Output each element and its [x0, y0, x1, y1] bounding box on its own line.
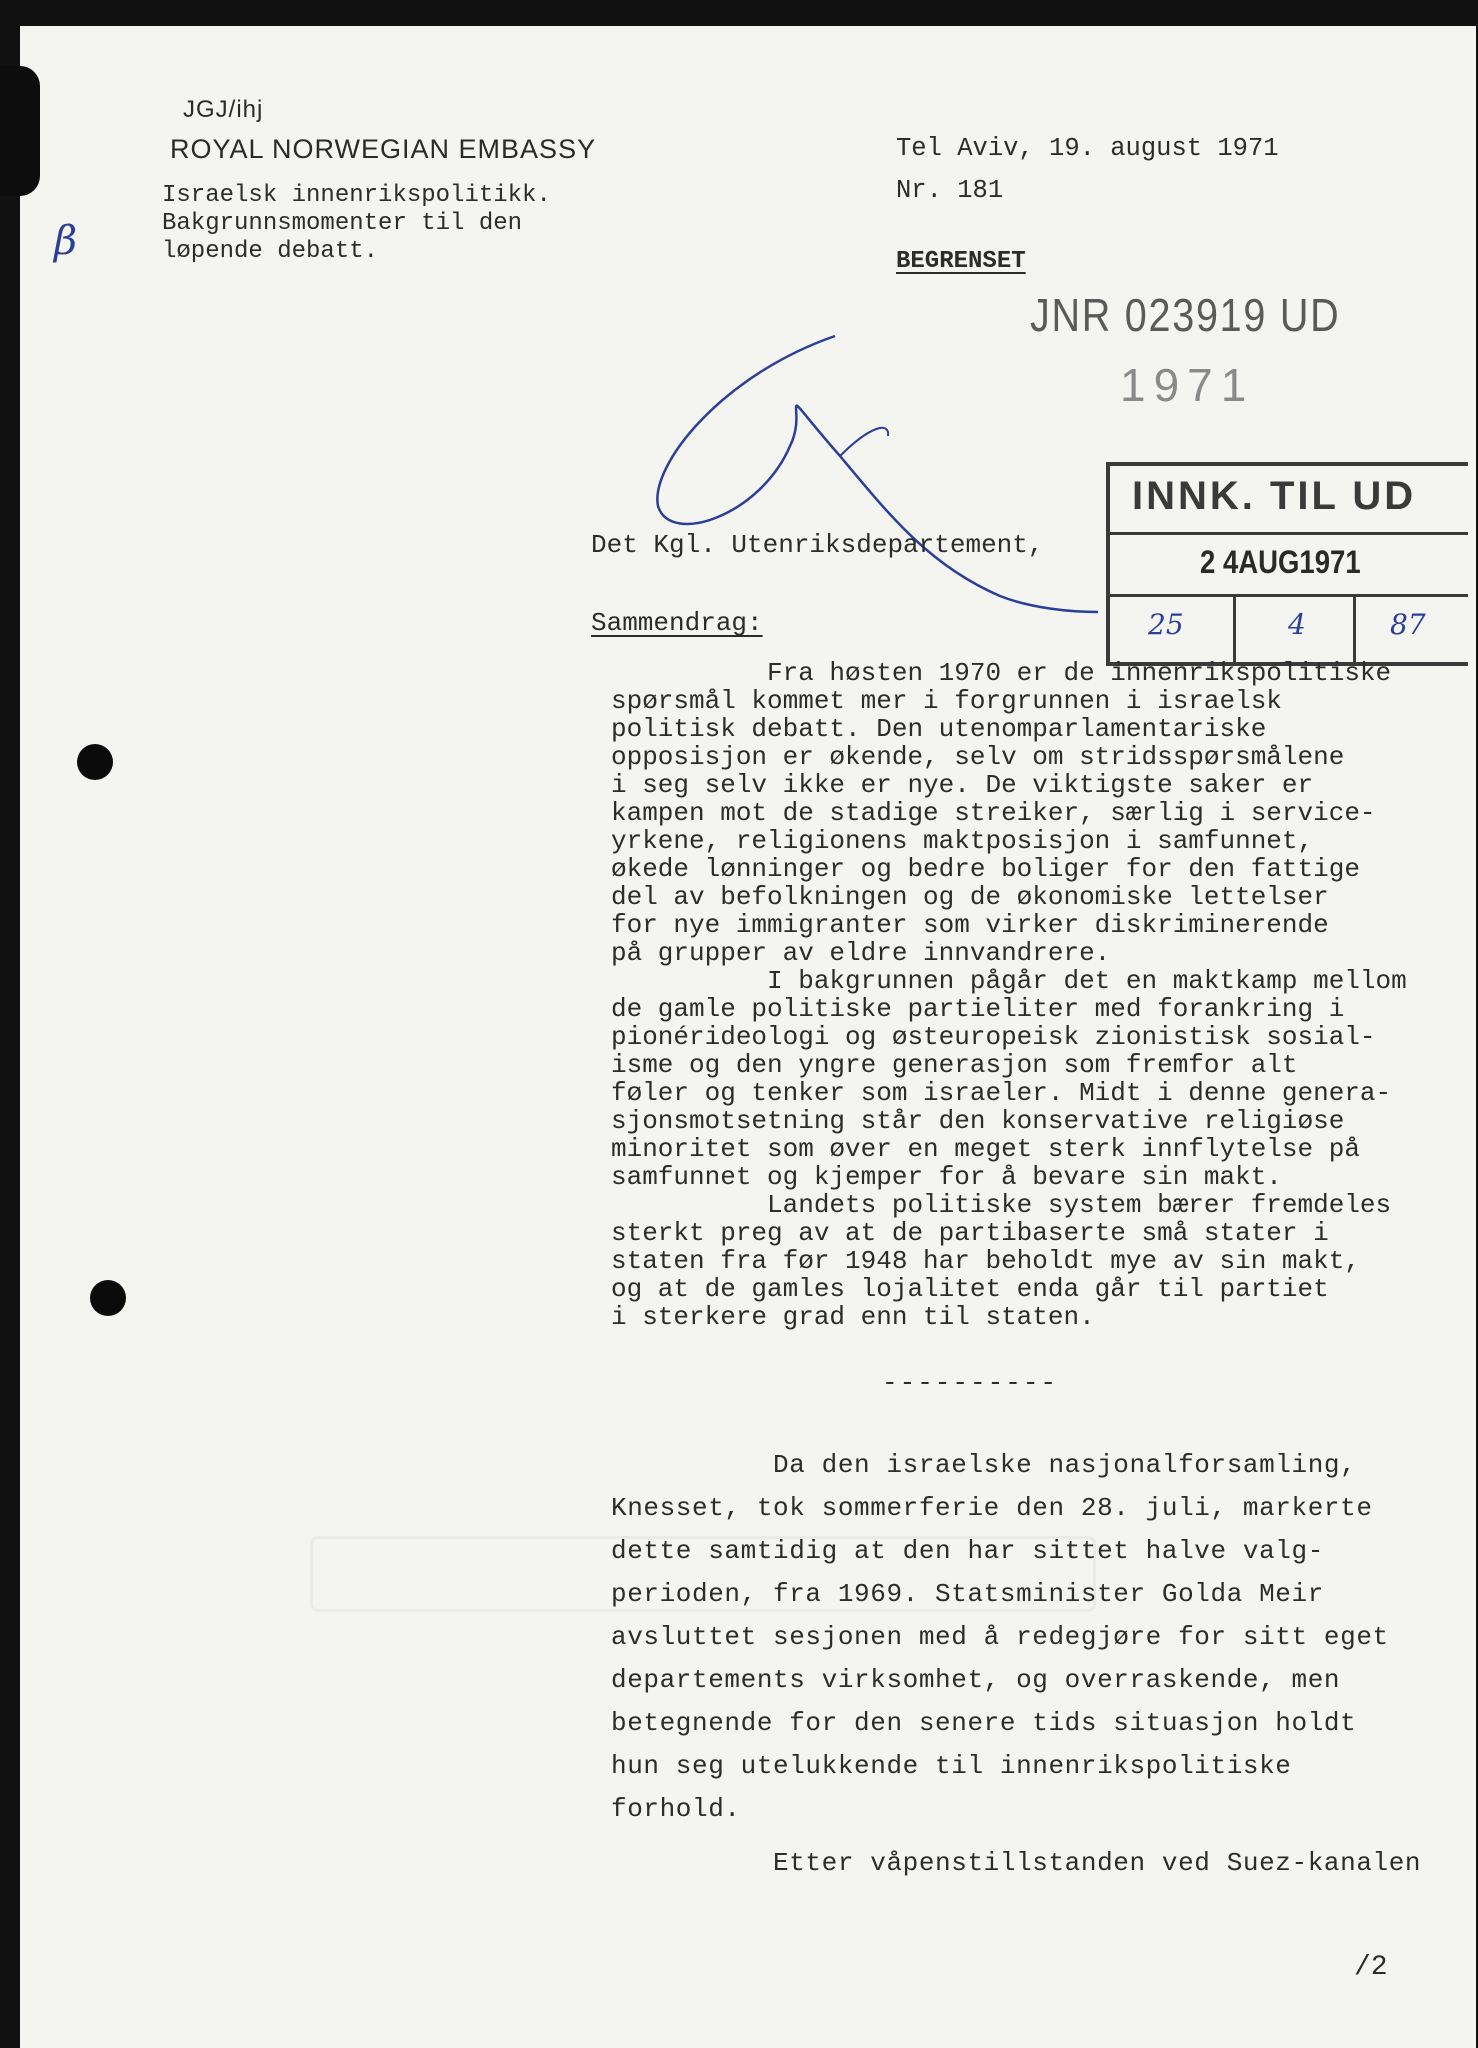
body-line: Knesset, tok sommerferie den 28. juli, markerte	[611, 1493, 1373, 1523]
summary-line: politisk debatt. Den utenomparlamentariske	[611, 714, 1267, 744]
summary-line: staten fra før 1948 har beholdt mye av sin makt,	[611, 1246, 1360, 1276]
body-line: departements virksomhet, og overraskende, men	[611, 1665, 1341, 1695]
summary-line: for nye immigranter som virker diskriminerende	[611, 910, 1329, 940]
document-page	[20, 26, 1476, 2048]
summary-line: de gamle politiske partieliter med forankring i	[611, 994, 1345, 1024]
journal-year-stamp: 1971	[1120, 359, 1255, 411]
summary-line: Fra høsten 1970 er de innenrikspolitiske	[611, 658, 1392, 688]
received-stamp-date: 2 4AUG1971	[1200, 544, 1361, 580]
summary-line: yrkene, religionens maktposisjon i samfunnet,	[611, 826, 1314, 856]
punch-hole-bottom	[90, 1280, 126, 1316]
handwritten-number-3: 87	[1390, 608, 1426, 641]
signature-scribble	[640, 316, 1120, 636]
subject-line-2: Bakgrunnsmomenter til den	[162, 210, 523, 237]
body-line: betegnende for den senere tids situasjon holdt	[611, 1708, 1357, 1738]
summary-line: del av befolkningen og de økonomiske lettelser	[611, 882, 1329, 912]
embassy-name: ROYAL NORWEGIAN EMBASSY	[170, 134, 597, 164]
summary-line: kampen mot de stadige streiker, særlig i service-	[611, 798, 1376, 828]
body-line: forhold.	[611, 1794, 741, 1824]
left-edge-shadow	[0, 66, 40, 196]
separator: ----------	[882, 1368, 1059, 1398]
summary-line: opposisjon er økende, selv om stridsspørsmålene	[611, 742, 1345, 772]
addressee: Det Kgl. Utenriksdepartement,	[591, 530, 1044, 560]
summary-line: på grupper av eldre innvandrere.	[611, 938, 1111, 968]
summary-line: økede lønninger og bedre boliger for den fattige	[611, 854, 1360, 884]
classification-label: BEGRENSET	[896, 248, 1026, 275]
summary-line: Landets politiske system bærer fremdeles	[611, 1190, 1392, 1220]
summary-line: sterkt preg av at de partibaserte små stater i	[611, 1218, 1329, 1248]
body-line: perioden, fra 1969. Statsminister Golda Meir	[611, 1579, 1324, 1609]
summary-line: i sterkere grad enn til staten.	[611, 1302, 1095, 1332]
summary-line: spørsmål kommet mer i forgrunnen i israelsk	[611, 686, 1282, 716]
page-marker: /2	[1354, 1952, 1388, 1983]
body-line: hun seg utelukkende til innenrikspolitiske	[611, 1751, 1292, 1781]
summary-line: isme og den yngre generasjon som fremfor alt	[611, 1050, 1298, 1080]
stamp-cell-1	[1110, 594, 1236, 666]
received-stamp-title-row	[1110, 466, 1468, 535]
body-line: Etter våpenstillstanden ved Suez-kanalen	[611, 1848, 1422, 1878]
received-stamp-number-row	[1110, 594, 1468, 666]
received-stamp-title: INNK. TIL UD	[1132, 474, 1417, 518]
summary-heading: Sammendrag:	[591, 608, 763, 638]
received-stamp-date-row	[1110, 532, 1468, 597]
place-date: Tel Aviv, 19. august 1971	[896, 134, 1279, 163]
handwritten-number-1: 25	[1148, 608, 1184, 641]
summary-line: føler og tenker som israeler. Midt i denne genera-	[611, 1078, 1392, 1108]
summary-line: samfunnet og kjemper for å bevare sin makt.	[611, 1162, 1282, 1192]
reference-initials: JGJ/ihj	[183, 96, 264, 123]
summary-line: og at de gamles lojalitet enda går til partiet	[611, 1274, 1329, 1304]
summary-line: I bakgrunnen pågår det en maktkamp mellom	[611, 966, 1407, 996]
body-line: avsluttet sesjonen med å redegjøre for sitt eget	[611, 1622, 1389, 1652]
summary-line: sjonsmotsetning står den konservative religiøse	[611, 1106, 1345, 1136]
summary-line: pionérideologi og østeuropeisk zionistisk sosial-	[611, 1022, 1376, 1052]
body-line: Da den israelske nasjonalforsamling,	[611, 1450, 1357, 1480]
body-line: dette samtidig at den har sittet halve valg-	[611, 1536, 1324, 1566]
document-number: Nr. 181	[896, 176, 1004, 205]
subject-line-1: Israelsk innenrikspolitikk.	[162, 182, 551, 209]
received-stamp	[1106, 462, 1468, 666]
stamp-cell-3	[1356, 594, 1468, 666]
journal-number-stamp: JNR 023919 UD	[1030, 289, 1341, 341]
handwritten-number-2: 4	[1288, 608, 1306, 641]
subject-line-3: løpende debatt.	[162, 238, 379, 265]
stamp-cell-2	[1236, 594, 1356, 666]
punch-hole-top	[77, 744, 113, 780]
summary-line: i seg selv ikke er nye. De viktigste saker er	[611, 770, 1314, 800]
margin-handwritten-mark: β	[54, 218, 78, 264]
summary-line: minoritet som øver en meget sterk innflytelse på	[611, 1134, 1360, 1164]
